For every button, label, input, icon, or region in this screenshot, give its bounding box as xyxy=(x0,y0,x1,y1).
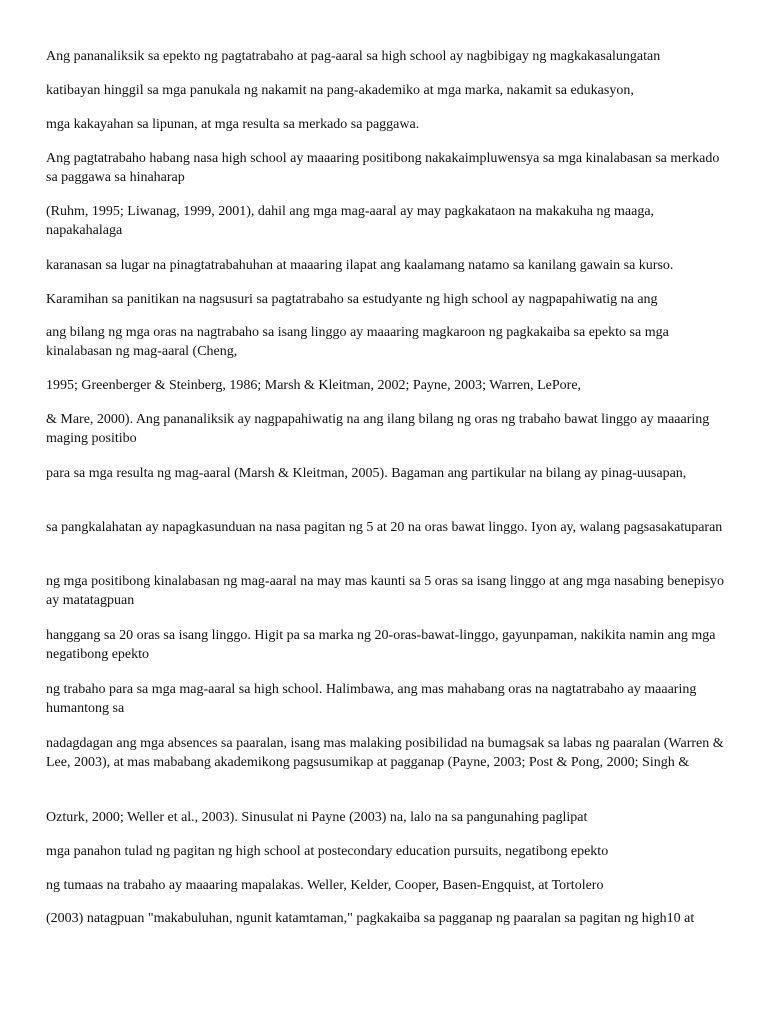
paragraph-6: karanasan sa lugar na pinagtatrabahuhan at maaaring ilapat ang kaalamang natamo sa kanilang gawain sa kurso. xyxy=(46,258,674,273)
paragraph-10: & Mare, 2000). Ang pananaliksik ay nagpapahiwatig na ang ilang bilang ng oras ng trabaho bawat linggo ay maaaring maging positibo xyxy=(46,412,710,446)
paragraph-5: (Ruhm, 1995; Liwanag, 1999, 2001), dahil ang mga mag-aaral ay may pagkakataon na makakuha ng maaga, napakahalaga xyxy=(46,204,655,238)
paragraph-12: sa pangkalahatan ay napagkasunduan na nasa pagitan ng 5 at 20 na oras bawat linggo. Iyon ay, walang pagsasakatuparan xyxy=(46,520,723,535)
paragraph-3: mga kakayahan sa lipunan, at mga resulta sa merkado sa paggawa. xyxy=(46,117,420,132)
paragraph-4: Ang pagtatrabaho habang nasa high school ay maaaring positibong nakakaimpluwensya sa mga kinalabasan sa merkado sa paggawa sa hinaharap xyxy=(46,151,720,185)
paragraph-16: nadagdagan ang mga absences sa paaralan, isang mas malaking posibilidad na bumagsak sa labas ng paaralan (Warren & Lee, 2003), at mas mababang akademikong pagsusumikap at pagganap (Payne, 2003; Post & Pong, 2000; Singh & xyxy=(46,736,724,770)
paragraph-13: ng mga positibong kinalabasan ng mag-aaral na may mas kaunti sa 5 oras sa isang linggo at ang mga nasabing benepisyo ay matatagpuan xyxy=(46,574,725,608)
paragraph-11: para sa mga resulta ng mag-aaral (Marsh & Kleitman, 2005). Bagaman ang partikular na bilang ay pinag-uusapan, xyxy=(46,466,687,481)
paragraph-19: ng tumaas na trabaho ay maaaring mapalakas. Weller, Kelder, Cooper, Basen-Engquist, at Tortolero xyxy=(46,878,604,893)
paragraph-15: ng trabaho para sa mga mag-aaral sa high school. Halimbawa, ang mas mahabang oras na nagtatrabaho ay maaaring humantong sa xyxy=(46,682,697,716)
paragraph-8: ang bilang ng mga oras na nagtrabaho sa isang linggo ay maaaring magkaroon ng pagkakaiba sa epekto sa mga kinalabasan ng mag-aaral (Cheng, xyxy=(46,325,669,359)
paragraph-9: 1995; Greenberger & Steinberg, 1986; Marsh & Kleitman, 2002; Payne, 2003; Warren, LePore, xyxy=(46,378,582,393)
paragraph-1: Ang pananaliksik sa epekto ng pagtatrabaho at pag-aaral sa high school ay nagbibigay ng magkakasalungatan xyxy=(46,49,661,64)
paragraph-20: (2003) natagpuan "makabuluhan, ngunit katamtaman," pagkakaiba sa pagganap ng paaralan sa pagitan ng high10 at xyxy=(46,911,695,926)
paragraph-2: katibayan hinggil sa mga panukala ng nakamit na pang-akademiko at mga marka, nakamit sa edukasyon, xyxy=(46,83,634,98)
paragraph-14: hanggang sa 20 oras sa isang linggo. Higit pa sa marka ng 20-oras-bawat-linggo, gayunpaman, nakikita namin ang mga negatibong epekto xyxy=(46,628,716,662)
paragraph-7: Karamihan sa panitikan na nagsusuri sa pagtatrabaho sa estudyante ng high school ay nagpapahiwatig na ang xyxy=(46,292,658,307)
paragraph-18: mga panahon tulad ng pagitan ng high school at postecondary education pursuits, negatibong epekto xyxy=(46,844,609,859)
paragraph-17: Ozturk, 2000; Weller et al., 2003). Sinusulat ni Payne (2003) na, lalo na sa pangunahing paglipat xyxy=(46,810,588,825)
